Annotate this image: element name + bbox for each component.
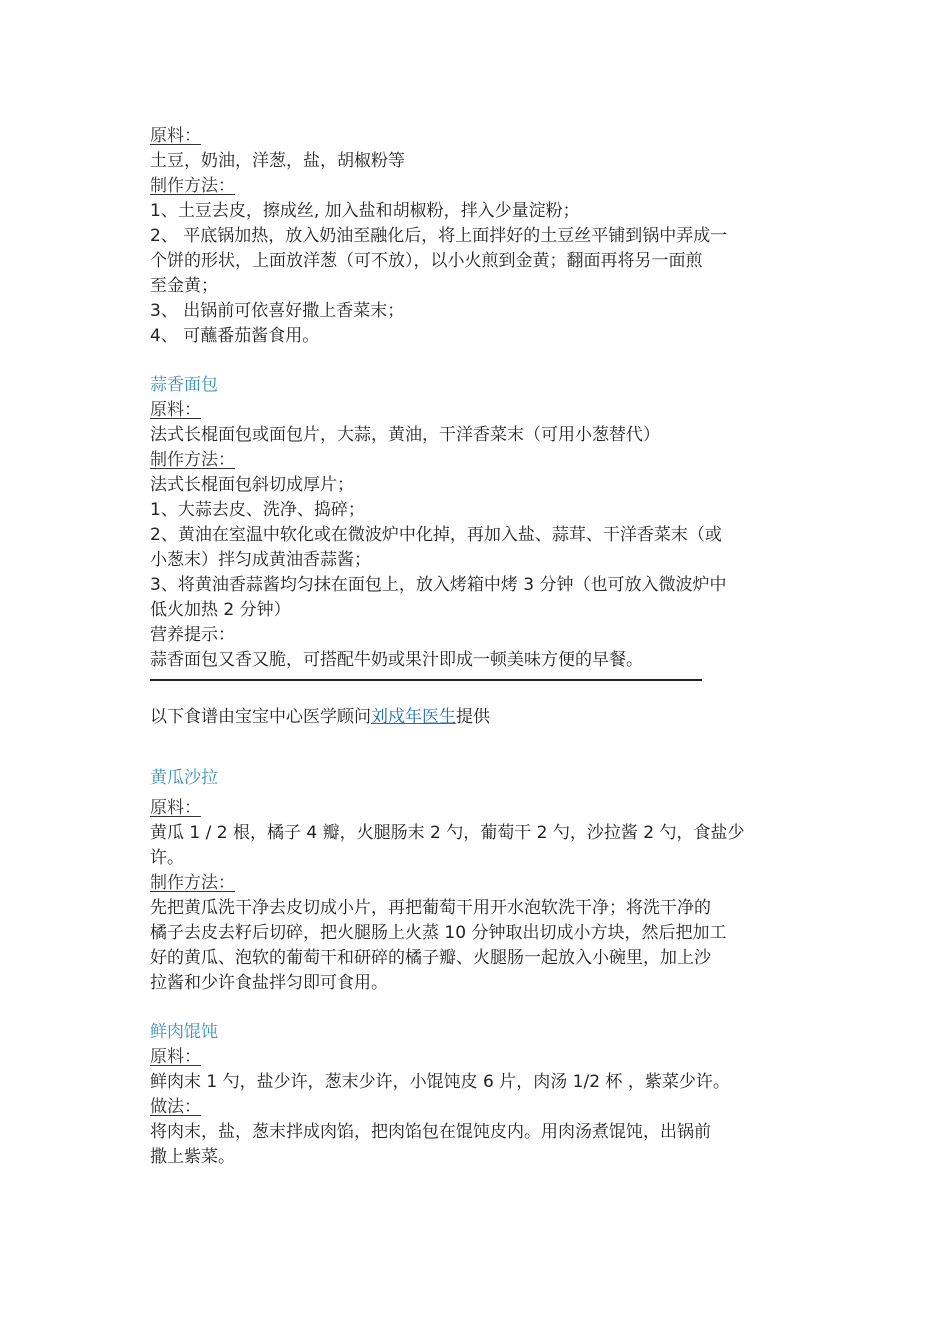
method-text: 撒上紫菜。: [150, 1147, 235, 1167]
method-step: 2、 平底锅加热，放入奶油至融化后，将上面拌好的土豆丝平铺到锅中弄成一: [150, 226, 728, 246]
recipe-garlic-bread: [150, 373, 810, 673]
doctor-link[interactable]: 刘戍年医生: [371, 707, 456, 727]
ingredients-text: 土豆，奶油，洋葱，盐，胡椒粉等: [150, 151, 405, 171]
method-step: 低火加热 2 分钟）: [150, 600, 291, 620]
credit-prefix: 以下食谱由宝宝中心医学顾问: [150, 707, 371, 727]
ingredients-text: 黄瓜 1 / 2 根，橘子 4 瓣，火腿肠末 2 勺，葡萄干 2 勺，沙拉酱 2 勺，食盐少: [150, 823, 745, 843]
method-label: 做法：: [150, 1097, 201, 1117]
credit-suffix: 提供: [456, 707, 490, 727]
method-step: 3、将黄油香蒜酱均匀抹在面包上，放入烤箱中烤 3 分钟（也可放入微波炉中: [150, 575, 727, 595]
method-step: 小葱末）拌匀成黄油香蒜酱；: [150, 550, 371, 570]
ingredients-label: 原料：: [150, 400, 201, 420]
method-step: 2、黄油在室温中软化或在微波炉中化掉，再加入盐、蒜茸、干洋香菜末（或: [150, 525, 722, 545]
ingredients-label: 原料：: [150, 798, 201, 818]
method-label: 制作方法：: [150, 450, 235, 470]
ingredients-label: 原料：: [150, 126, 201, 146]
recipe-title: 黄瓜沙拉: [150, 768, 218, 788]
method-text: 橘子去皮去籽后切碎，把火腿肠上火蒸 10 分钟取出切成小方块，然后把加工: [150, 923, 727, 943]
ingredients-label: 原料：: [150, 1047, 201, 1067]
method-step: 个饼的形状，上面放洋葱（可不放），以小火煎到金黄；翻面再将另一面煎: [150, 251, 703, 271]
method-step: 法式长棍面包斜切成厚片；: [150, 475, 354, 495]
method-text: 将肉末，盐，葱末拌成肉馅，把肉馅包在馄饨皮内。用肉汤煮馄饨，出锅前: [150, 1122, 711, 1142]
method-step: 至金黄；: [150, 276, 218, 296]
method-step: 3、 出锅前可依喜好撒上香菜末；: [150, 301, 405, 321]
method-text: 拉酱和少许食盐拌匀即可食用。: [150, 973, 388, 993]
recipe-potato-pancake: [150, 124, 810, 349]
recipe-title: 鲜肉馄饨: [150, 1022, 218, 1042]
method-label: 制作方法：: [150, 176, 235, 196]
tip-label: 营养提示：: [150, 625, 235, 645]
document-body: [150, 124, 810, 1170]
method-text: 先把黄瓜洗干净去皮切成小片，再把葡萄干用开水泡软洗干净；将洗干净的: [150, 898, 711, 918]
recipe-pork-wonton: [150, 1020, 810, 1170]
ingredients-text: 法式长棍面包或面包片，大蒜，黄油，干洋香菜末（可用小葱替代）: [150, 425, 660, 445]
method-label: 制作方法：: [150, 873, 235, 893]
recipe-cucumber-salad: [150, 766, 810, 996]
tip-text: 蒜香面包又香又脆，可搭配牛奶或果汁即成一顿美味方便的早餐。: [150, 650, 643, 670]
method-step: 1、大蒜去皮、洗净、捣碎；: [150, 500, 365, 520]
method-step: 4、 可蘸番茄酱食用。: [150, 326, 320, 346]
ingredients-text: 鲜肉末 1 勺，盐少许，葱末少许，小馄饨皮 6 片，肉汤 1/2 杯 ，紫菜少许。: [150, 1072, 730, 1092]
recipe-title: 蒜香面包: [150, 375, 218, 395]
credit-line: [150, 705, 810, 730]
method-text: 好的黄瓜、泡软的葡萄干和研碎的橘子瓣、火腿肠一起放入小碗里，加上沙: [150, 948, 711, 968]
ingredients-text: 许。: [150, 848, 184, 868]
method-step: 1、土豆去皮，擦成丝, 加入盐和胡椒粉，拌入少量淀粉；: [150, 201, 580, 221]
